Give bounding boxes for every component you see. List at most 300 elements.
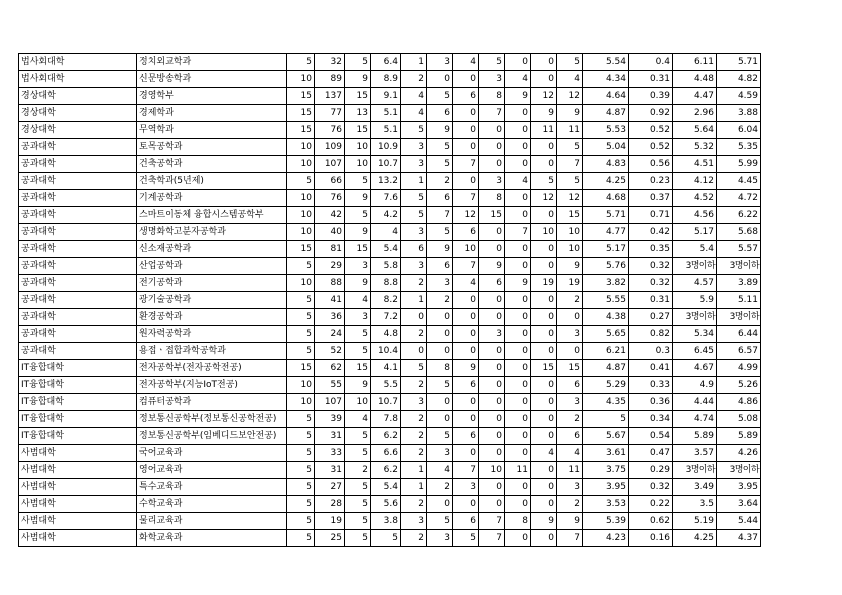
value-cell: 4.82	[717, 71, 761, 88]
value-cell: 4.9	[673, 377, 717, 394]
value-cell: 4.25	[673, 530, 717, 547]
value-cell: 5.1	[371, 105, 401, 122]
value-cell: 1	[401, 292, 427, 309]
value-cell: 5	[287, 54, 315, 71]
value-cell: 0.39	[629, 88, 673, 105]
value-cell: 13.2	[371, 173, 401, 190]
department-cell: 신문방송학과	[137, 71, 287, 88]
value-cell: 5.71	[717, 54, 761, 71]
value-cell: 1	[401, 54, 427, 71]
value-cell: 4.26	[717, 445, 761, 462]
value-cell: 4	[427, 462, 453, 479]
value-cell: 41	[315, 292, 345, 309]
value-cell: 3	[427, 530, 453, 547]
college-cell: 사범대학	[19, 462, 137, 479]
value-cell: 4.2	[371, 207, 401, 224]
value-cell: 10	[345, 156, 371, 173]
value-cell: 2	[427, 173, 453, 190]
value-cell: 12	[531, 88, 557, 105]
value-cell: 5	[557, 54, 583, 71]
value-cell: 7	[453, 462, 479, 479]
value-cell: 0	[427, 411, 453, 428]
college-cell: 공과대학	[19, 156, 137, 173]
table-body	[19, 54, 761, 547]
value-cell: 19	[315, 513, 345, 530]
table-row	[19, 326, 761, 343]
value-cell: 6	[427, 105, 453, 122]
value-cell: 0	[531, 71, 557, 88]
value-cell: 0	[427, 309, 453, 326]
value-cell: 4.1	[371, 360, 401, 377]
college-cell: 공과대학	[19, 326, 137, 343]
value-cell: 5.4	[371, 479, 401, 496]
value-cell: 0	[505, 394, 531, 411]
value-cell: 5	[479, 54, 505, 71]
value-cell: 0	[479, 496, 505, 513]
college-cell: 공과대학	[19, 224, 137, 241]
value-cell: 4.59	[717, 88, 761, 105]
value-cell: 11	[531, 122, 557, 139]
value-cell: 15	[479, 207, 505, 224]
value-cell: 5	[401, 207, 427, 224]
value-cell: 2	[401, 496, 427, 513]
value-cell: 4.56	[673, 207, 717, 224]
value-cell: 4.25	[583, 173, 629, 190]
department-cell: 생명화학고분자공학과	[137, 224, 287, 241]
value-cell: 5.39	[583, 513, 629, 530]
value-cell: 0	[505, 241, 531, 258]
value-cell: 5.67	[583, 428, 629, 445]
value-cell: 5.29	[583, 377, 629, 394]
value-cell: 10	[287, 377, 315, 394]
value-cell: 0	[479, 241, 505, 258]
college-cell: IT융합대학	[19, 411, 137, 428]
value-cell: 0.32	[629, 275, 673, 292]
value-cell: 0	[505, 54, 531, 71]
value-cell: 3	[427, 275, 453, 292]
department-cell: 스마트이동체 융합시스템공학부	[137, 207, 287, 224]
value-cell: 2	[401, 411, 427, 428]
value-cell: 4.8	[371, 326, 401, 343]
value-cell: 2	[345, 462, 371, 479]
value-cell: 0	[453, 445, 479, 462]
value-cell: 4	[345, 411, 371, 428]
value-cell: 52	[315, 343, 345, 360]
value-cell: 5.54	[583, 54, 629, 71]
department-cell: 화학교육과	[137, 530, 287, 547]
value-cell: 2	[401, 428, 427, 445]
value-cell: 2	[557, 411, 583, 428]
value-cell: 7.6	[371, 190, 401, 207]
department-cell: 정치외교학과	[137, 54, 287, 71]
value-cell: 10.7	[371, 394, 401, 411]
department-cell: 건축공학과	[137, 156, 287, 173]
table-row	[19, 258, 761, 275]
value-cell: 19	[557, 275, 583, 292]
value-cell: 0	[479, 360, 505, 377]
value-cell: 0	[479, 122, 505, 139]
value-cell: 5	[427, 513, 453, 530]
value-cell: 7	[453, 190, 479, 207]
college-cell: 공과대학	[19, 309, 137, 326]
department-cell: 컴퓨터공학과	[137, 394, 287, 411]
value-cell: 9	[345, 377, 371, 394]
value-cell: 0.54	[629, 428, 673, 445]
value-cell: 6	[557, 377, 583, 394]
table-row	[19, 241, 761, 258]
college-cell: 공과대학	[19, 139, 137, 156]
value-cell: 42	[315, 207, 345, 224]
value-cell: 4.99	[717, 360, 761, 377]
value-cell: 4	[401, 105, 427, 122]
department-cell: 특수교육과	[137, 479, 287, 496]
value-cell: 6.45	[673, 343, 717, 360]
value-cell: 0	[531, 411, 557, 428]
value-cell: 5	[345, 496, 371, 513]
value-cell: 5.53	[583, 122, 629, 139]
department-cell: 전자공학부(전자공학전공)	[137, 360, 287, 377]
value-cell: 5	[453, 530, 479, 547]
value-cell: 6	[453, 88, 479, 105]
value-cell: 0	[427, 71, 453, 88]
value-cell: 4	[401, 88, 427, 105]
value-cell: 0.56	[629, 156, 673, 173]
value-cell: 0	[401, 309, 427, 326]
value-cell: 8	[479, 190, 505, 207]
value-cell: 2	[401, 71, 427, 88]
value-cell: 13	[345, 105, 371, 122]
value-cell: 5	[287, 496, 315, 513]
value-cell: 0.31	[629, 292, 673, 309]
value-cell: 5	[287, 258, 315, 275]
value-cell: 9	[557, 258, 583, 275]
value-cell: 6	[453, 224, 479, 241]
value-cell: 28	[315, 496, 345, 513]
value-cell: 5	[287, 445, 315, 462]
value-cell: 5	[427, 224, 453, 241]
value-cell: 3.89	[717, 275, 761, 292]
value-cell: 9	[479, 258, 505, 275]
value-cell: 4.34	[583, 71, 629, 88]
value-cell: 5	[427, 139, 453, 156]
value-cell: 5.4	[371, 241, 401, 258]
value-cell: 6.04	[717, 122, 761, 139]
value-cell: 5	[401, 190, 427, 207]
value-cell: 0	[427, 394, 453, 411]
value-cell: 0	[505, 445, 531, 462]
value-cell: 0	[531, 309, 557, 326]
value-cell: 0	[531, 530, 557, 547]
value-cell: 3명이하	[673, 309, 717, 326]
value-cell: 3.8	[371, 513, 401, 530]
value-cell: 6.44	[717, 326, 761, 343]
value-cell: 10	[287, 71, 315, 88]
value-cell: 9	[557, 105, 583, 122]
value-cell: 2	[557, 496, 583, 513]
value-cell: 3.57	[673, 445, 717, 462]
table-row	[19, 428, 761, 445]
value-cell: 5	[531, 173, 557, 190]
value-cell: 0	[505, 377, 531, 394]
value-cell: 9	[557, 513, 583, 530]
value-cell: 4.64	[583, 88, 629, 105]
table-row	[19, 173, 761, 190]
value-cell: 5.34	[673, 326, 717, 343]
table-row	[19, 156, 761, 173]
value-cell: 0	[531, 343, 557, 360]
value-cell: 5	[401, 122, 427, 139]
value-cell: 6	[479, 275, 505, 292]
value-cell: 4	[371, 224, 401, 241]
value-cell: 6	[453, 377, 479, 394]
value-cell: 15	[345, 241, 371, 258]
table-row	[19, 462, 761, 479]
value-cell: 40	[315, 224, 345, 241]
value-cell: 5.68	[717, 224, 761, 241]
value-cell: 5	[287, 292, 315, 309]
table-row	[19, 207, 761, 224]
value-cell: 3.61	[583, 445, 629, 462]
value-cell: 7	[505, 224, 531, 241]
value-cell: 4.48	[673, 71, 717, 88]
value-cell: 5.1	[371, 122, 401, 139]
college-cell: 공과대학	[19, 343, 137, 360]
value-cell: 10	[287, 207, 315, 224]
value-cell: 5	[287, 411, 315, 428]
value-cell: 15	[557, 360, 583, 377]
value-cell: 3	[427, 445, 453, 462]
value-cell: 66	[315, 173, 345, 190]
department-cell: 국어교육과	[137, 445, 287, 462]
value-cell: 2	[427, 479, 453, 496]
value-cell: 0.82	[629, 326, 673, 343]
value-cell: 5.65	[583, 326, 629, 343]
department-cell: 산업공학과	[137, 258, 287, 275]
table-row	[19, 224, 761, 241]
table-row	[19, 377, 761, 394]
value-cell: 4.68	[583, 190, 629, 207]
value-cell: 5	[557, 139, 583, 156]
value-cell: 3명이하	[717, 309, 761, 326]
value-cell: 9.1	[371, 88, 401, 105]
table-row	[19, 496, 761, 513]
value-cell: 0.36	[629, 394, 673, 411]
table-row	[19, 71, 761, 88]
value-cell: 5.17	[583, 241, 629, 258]
department-cell: 정보통신공학부(임베디드보안전공)	[137, 428, 287, 445]
value-cell: 5	[287, 309, 315, 326]
value-cell: 9	[345, 275, 371, 292]
value-cell: 0	[453, 411, 479, 428]
value-cell: 5.6	[371, 496, 401, 513]
value-cell: 5.76	[583, 258, 629, 275]
value-cell: 3명이하	[673, 258, 717, 275]
value-cell: 15	[287, 360, 315, 377]
value-cell: 5	[371, 530, 401, 547]
college-cell: 사범대학	[19, 496, 137, 513]
value-cell: 5	[345, 445, 371, 462]
department-cell: 영어교육과	[137, 462, 287, 479]
value-cell: 5	[345, 326, 371, 343]
value-cell: 0	[479, 292, 505, 309]
value-cell: 0	[427, 496, 453, 513]
value-cell: 7	[453, 258, 479, 275]
value-cell: 0	[505, 428, 531, 445]
department-cell: 정보통신공학부(정보통신공학전공)	[137, 411, 287, 428]
value-cell: 5.8	[371, 258, 401, 275]
table-row	[19, 139, 761, 156]
department-cell: 토목공학과	[137, 139, 287, 156]
value-cell: 7	[557, 530, 583, 547]
value-cell: 11	[505, 462, 531, 479]
value-cell: 0	[505, 258, 531, 275]
value-cell: 0	[531, 428, 557, 445]
value-cell: 0	[531, 292, 557, 309]
value-cell: 8	[427, 360, 453, 377]
value-cell: 10	[287, 156, 315, 173]
value-cell: 0	[531, 258, 557, 275]
table-row	[19, 292, 761, 309]
value-cell: 8	[479, 88, 505, 105]
value-cell: 39	[315, 411, 345, 428]
value-cell: 0	[401, 343, 427, 360]
value-cell: 1	[401, 479, 427, 496]
value-cell: 4.57	[673, 275, 717, 292]
value-cell: 5	[345, 530, 371, 547]
value-cell: 5	[287, 428, 315, 445]
value-cell: 77	[315, 105, 345, 122]
value-cell: 6	[453, 513, 479, 530]
value-cell: 3.88	[717, 105, 761, 122]
value-cell: 15	[345, 360, 371, 377]
value-cell: 0	[531, 241, 557, 258]
table-row	[19, 122, 761, 139]
value-cell: 0	[453, 394, 479, 411]
college-cell: 경상대학	[19, 88, 137, 105]
value-cell: 3	[345, 258, 371, 275]
value-cell: 0	[505, 292, 531, 309]
value-cell: 27	[315, 479, 345, 496]
value-cell: 0.23	[629, 173, 673, 190]
value-cell: 6.2	[371, 428, 401, 445]
value-cell: 0.32	[629, 479, 673, 496]
value-cell: 15	[287, 122, 315, 139]
value-cell: 0	[453, 173, 479, 190]
value-cell: 6.22	[717, 207, 761, 224]
value-cell: 9	[505, 275, 531, 292]
value-cell: 2	[401, 445, 427, 462]
value-cell: 0.41	[629, 360, 673, 377]
value-cell: 3명이하	[673, 462, 717, 479]
value-cell: 10	[287, 275, 315, 292]
value-cell: 5	[287, 326, 315, 343]
value-cell: 0	[479, 343, 505, 360]
value-cell: 109	[315, 139, 345, 156]
value-cell: 107	[315, 156, 345, 173]
value-cell: 0.27	[629, 309, 673, 326]
value-cell: 10	[557, 241, 583, 258]
value-cell: 0.34	[629, 411, 673, 428]
value-cell: 8.8	[371, 275, 401, 292]
value-cell: 0.3	[629, 343, 673, 360]
value-cell: 0	[505, 360, 531, 377]
value-cell: 0.33	[629, 377, 673, 394]
value-cell: 5.44	[717, 513, 761, 530]
value-cell: 7	[479, 530, 505, 547]
value-cell: 5	[345, 173, 371, 190]
value-cell: 3	[479, 326, 505, 343]
value-cell: 0	[453, 292, 479, 309]
value-cell: 5.5	[371, 377, 401, 394]
value-cell: 0	[505, 479, 531, 496]
value-cell: 31	[315, 462, 345, 479]
value-cell: 0	[453, 139, 479, 156]
value-cell: 3명이하	[717, 462, 761, 479]
value-cell: 3	[557, 479, 583, 496]
value-cell: 5	[287, 462, 315, 479]
college-cell: 사범대학	[19, 530, 137, 547]
value-cell: 5.35	[717, 139, 761, 156]
college-cell: 사범대학	[19, 445, 137, 462]
value-cell: 2	[557, 292, 583, 309]
value-cell: 4	[557, 445, 583, 462]
value-cell: 7	[427, 207, 453, 224]
value-cell: 5.55	[583, 292, 629, 309]
table-row	[19, 513, 761, 530]
value-cell: 15	[287, 241, 315, 258]
value-cell: 0	[505, 105, 531, 122]
value-cell: 5	[427, 156, 453, 173]
value-cell: 0	[479, 224, 505, 241]
value-cell: 4.38	[583, 309, 629, 326]
value-cell: 0	[479, 445, 505, 462]
value-cell: 0	[531, 207, 557, 224]
department-cell: 물리교육과	[137, 513, 287, 530]
value-cell: 3	[427, 54, 453, 71]
value-cell: 9	[345, 190, 371, 207]
value-cell: 5.04	[583, 139, 629, 156]
value-cell: 3	[401, 139, 427, 156]
value-cell: 0	[479, 479, 505, 496]
department-cell: 건축학과(5년제)	[137, 173, 287, 190]
value-cell: 3.5	[673, 496, 717, 513]
value-cell: 0	[479, 428, 505, 445]
value-cell: 9	[345, 224, 371, 241]
department-cell: 경제학과	[137, 105, 287, 122]
value-cell: 4.51	[673, 156, 717, 173]
value-cell: 1	[401, 462, 427, 479]
value-cell: 7.2	[371, 309, 401, 326]
value-cell: 15	[557, 207, 583, 224]
value-cell: 4	[557, 71, 583, 88]
table-row	[19, 54, 761, 71]
value-cell: 4	[345, 292, 371, 309]
college-cell: 경상대학	[19, 122, 137, 139]
value-cell: 76	[315, 122, 345, 139]
value-cell: 4.87	[583, 360, 629, 377]
value-cell: 4.74	[673, 411, 717, 428]
value-cell: 6.2	[371, 462, 401, 479]
value-cell: 10	[287, 394, 315, 411]
value-cell: 0.16	[629, 530, 673, 547]
value-cell: 2	[401, 326, 427, 343]
value-cell: 7	[557, 156, 583, 173]
value-cell: 15	[531, 360, 557, 377]
value-cell: 137	[315, 88, 345, 105]
value-cell: 0	[453, 105, 479, 122]
value-cell: 0	[453, 496, 479, 513]
value-cell: 6	[427, 258, 453, 275]
